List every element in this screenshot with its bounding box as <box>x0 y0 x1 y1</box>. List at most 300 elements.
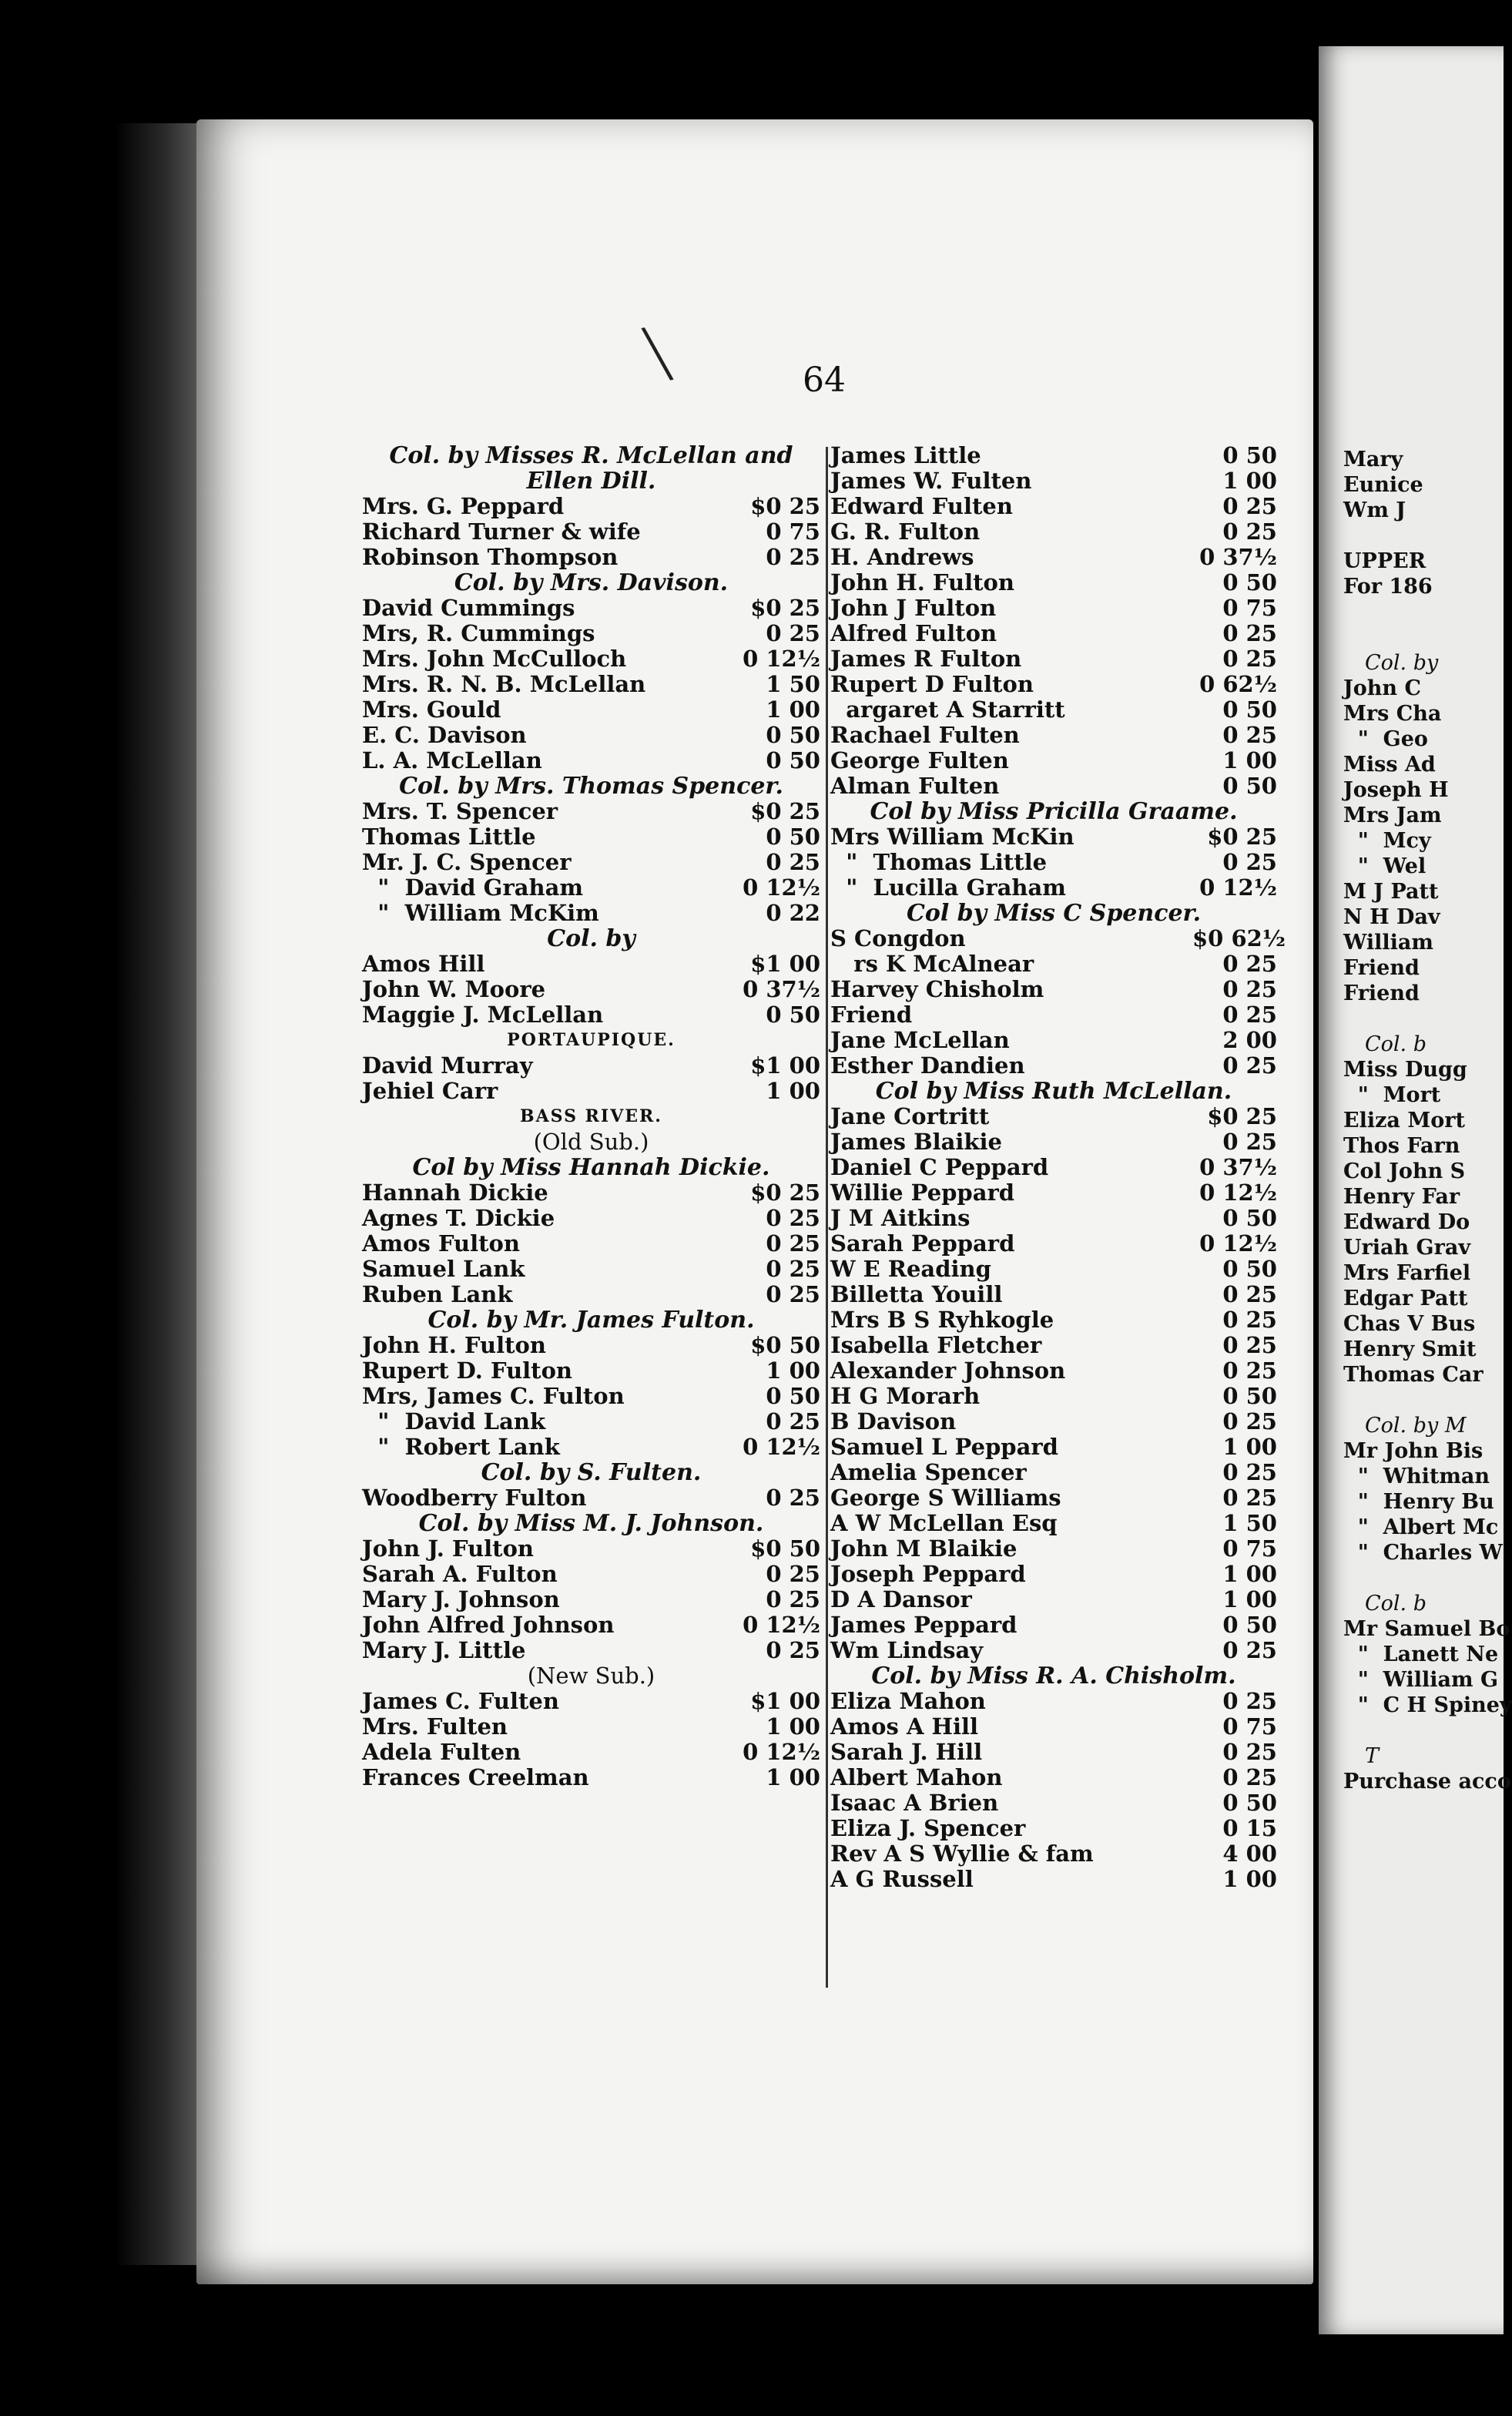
facing-page-line: " Mort <box>1343 1083 1441 1107</box>
subscriber-name: Hannah Dickie <box>362 1179 548 1206</box>
subscription-amount: $0 25 <box>750 798 820 824</box>
subscription-amount: 0 25 <box>766 1485 820 1511</box>
subscription-amount: $1 00 <box>750 1052 820 1079</box>
subscription-amount: 0 75 <box>1222 1535 1277 1562</box>
subscriber-name: Alman Fulten <box>830 773 1000 799</box>
subscription-amount: $0 25 <box>1207 824 1277 850</box>
subscriber-name: Sarah J. Hill <box>830 1739 983 1765</box>
subscriber-row <box>830 443 1277 468</box>
subscription-amount: 1 00 <box>766 1764 820 1790</box>
subscriber-row <box>830 1129 1277 1155</box>
subscriber-row <box>830 1282 1277 1307</box>
subscriber-row <box>830 1587 1277 1612</box>
subscription-amount: 1 00 <box>1222 1586 1277 1612</box>
subscriber-name: John H. Fulton <box>830 569 1014 596</box>
subscriber-row <box>362 951 820 977</box>
subscriber-row <box>362 1257 820 1282</box>
subscription-amount: 0 25 <box>766 849 820 875</box>
subscription-amount: 0 25 <box>1222 951 1277 977</box>
subscription-amount: $0 25 <box>750 1179 820 1206</box>
subscription-amount: 0 50 <box>766 722 820 748</box>
subscriber-row <box>830 1816 1277 1841</box>
subscriber-row <box>830 1689 1277 1714</box>
subscriber-row <box>830 1841 1277 1867</box>
collector-heading: Ellen Dill. <box>526 468 656 495</box>
subscriber-name: Billetta Youill <box>830 1281 1003 1307</box>
subscription-amount: 0 25 <box>1222 1002 1277 1028</box>
blank-line <box>1334 625 1512 650</box>
subscription-amount: 0 25 <box>1222 620 1277 646</box>
subscription-amount: 0 50 <box>1222 569 1277 596</box>
facing-page-line: " Albert Mc <box>1343 1515 1499 1539</box>
subscription-amount: 0 25 <box>1222 1688 1277 1714</box>
subscriber-row <box>362 672 820 697</box>
subscriber-name: Jane Cortritt <box>830 1103 990 1129</box>
facing-page-line: " Henry Bu <box>1343 1490 1494 1514</box>
subscription-amount: 0 12½ <box>1199 1179 1277 1206</box>
subscriber-row <box>362 1740 820 1765</box>
subscriber-name: Ruben Lank <box>362 1281 513 1307</box>
facing-page-line: For 186 <box>1343 575 1433 599</box>
subscriber-row <box>362 1231 820 1257</box>
subscription-amount: 0 25 <box>766 1205 820 1231</box>
subscription-amount: 0 50 <box>1222 1205 1277 1231</box>
facing-page-line: " Geo <box>1343 727 1428 751</box>
collector-heading: Col. by Mr. James Fulton. <box>427 1307 755 1334</box>
facing-page-line: Uriah Grav <box>1343 1236 1471 1260</box>
subscriber-name: Mrs, R. Cummings <box>362 620 595 646</box>
facing-page-line: Mr John Bis <box>1343 1439 1484 1463</box>
subscriber-row <box>362 850 820 875</box>
facing-page-line: Joseph H <box>1343 778 1449 802</box>
subscriber-row <box>830 1002 1277 1028</box>
facing-page-line: William <box>1343 931 1433 955</box>
subscription-amount: $1 00 <box>750 951 820 977</box>
facing-page-line: Mr Samuel Bo <box>1343 1617 1510 1641</box>
subscriber-row <box>830 1307 1277 1333</box>
subscription-note: (Old Sub.) <box>533 1129 649 1155</box>
subscriber-row <box>830 773 1277 799</box>
subscriber-name: Alexander Johnson <box>830 1357 1066 1384</box>
subscriber-row <box>830 468 1277 494</box>
subscriber-name: Rachael Fulten <box>830 722 1020 748</box>
subscriber-name: James Peppard <box>830 1612 1017 1638</box>
subscriber-name: Mrs. R. N. B. McLellan <box>362 671 646 697</box>
subscription-amount: 0 12½ <box>1199 1230 1277 1257</box>
facing-page-line: Mary <box>1343 448 1403 471</box>
subscriber-row <box>362 1358 820 1384</box>
subscriber-row <box>362 545 820 570</box>
subscriber-row <box>830 545 1277 570</box>
blank-line <box>1334 1006 1512 1032</box>
subscription-amount: 0 37½ <box>743 976 820 1002</box>
middle-column <box>830 442 1286 1892</box>
collector-heading: Col by Miss Pricilla Graame. <box>870 798 1238 825</box>
subscriber-row <box>830 1765 1277 1790</box>
subscriber-row <box>362 1689 820 1714</box>
subscriber-name: L. A. McLellan <box>362 747 542 773</box>
collector-heading: Col. by <box>547 925 635 952</box>
subscriber-row <box>362 1536 820 1562</box>
facing-page-line: Purchase acco <box>1343 1770 1511 1794</box>
subscriber-row <box>362 799 820 824</box>
subscription-amount: 1 00 <box>1222 1866 1277 1892</box>
subscription-amount: 0 25 <box>766 620 820 646</box>
subscriber-name: Mrs B S Ryhkogle <box>830 1307 1054 1333</box>
subscription-amount: 0 50 <box>766 824 820 850</box>
facing-page-line: " Charles W <box>1343 1541 1503 1565</box>
facing-page-line: Chas V Bus <box>1343 1312 1476 1336</box>
facing-page-line: Eunice <box>1343 473 1423 497</box>
subscriber-name: John W. Moore <box>362 976 546 1002</box>
subscriber-row <box>362 1485 820 1511</box>
subscriber-name: J M Aitkins <box>830 1205 971 1231</box>
subscriber-row <box>362 1333 820 1358</box>
subscription-amount: 0 12½ <box>743 1434 820 1460</box>
subscriber-name: E. C. Davison <box>362 722 527 748</box>
subscription-amount: 0 50 <box>1222 1256 1277 1282</box>
subscriber-name: Mrs William McKin <box>830 824 1074 850</box>
subscriber-name: David Murray <box>362 1052 533 1079</box>
subscription-amount: 0 25 <box>1222 1485 1277 1511</box>
subscription-amount: 0 25 <box>1222 1129 1277 1155</box>
column-divider <box>826 447 828 1988</box>
subscriber-row <box>830 824 1277 850</box>
subscriber-row <box>362 901 820 926</box>
subscriber-row <box>830 1231 1277 1257</box>
subscriber-row <box>362 494 820 519</box>
blank-line <box>1334 599 1512 625</box>
subscriber-row <box>362 723 820 748</box>
collector-heading: Col. by Miss R. A. Chisholm. <box>871 1663 1236 1690</box>
subscription-amount: $0 50 <box>750 1332 820 1358</box>
subscriber-name: David Cummings <box>362 595 575 621</box>
facing-page-line: Mrs Cha <box>1343 702 1442 726</box>
subscriber-row <box>830 1536 1277 1562</box>
subscription-amount: $1 00 <box>750 1688 820 1714</box>
subscription-amount: 1 00 <box>766 1078 820 1104</box>
facing-page-line: Mrs Farfiel <box>1343 1261 1471 1285</box>
subscription-amount: 1 00 <box>1222 1561 1277 1587</box>
subscriber-name: Mrs. G. Peppard <box>362 493 565 519</box>
subscriber-name: Amos Fulton <box>362 1230 520 1257</box>
subscriber-row <box>830 1409 1277 1434</box>
subscription-amount: 0 15 <box>1222 1815 1277 1841</box>
collector-heading: Col by Miss C Spencer. <box>906 900 1202 927</box>
subscriber-name: " David Lank <box>362 1408 546 1434</box>
subscription-amount: 0 25 <box>1222 1764 1277 1790</box>
subscription-amount: 0 25 <box>766 1256 820 1282</box>
facing-page-line: Edward Do <box>1343 1210 1470 1234</box>
blank-line <box>1334 1718 1512 1743</box>
facing-page-heading: T <box>1365 1744 1380 1768</box>
subscription-amount: 0 25 <box>766 1586 820 1612</box>
subscription-amount: 0 75 <box>1222 1713 1277 1740</box>
facing-page-line: Miss Dugg <box>1343 1058 1467 1082</box>
subscriber-row <box>830 1333 1277 1358</box>
subscriber-name: John M Blaikie <box>830 1535 1017 1562</box>
subscriber-row <box>830 519 1277 545</box>
subscriber-row <box>830 925 1286 951</box>
subscriber-row <box>830 672 1277 697</box>
subscriber-name: Willie Peppard <box>830 1179 1015 1206</box>
subscription-amount: 0 50 <box>1222 1612 1277 1638</box>
subscription-amount: 0 12½ <box>743 646 820 672</box>
subscription-amount: $0 25 <box>750 595 820 621</box>
facing-page-line: Eliza Mort <box>1343 1109 1465 1132</box>
subscriber-name: Mary J. Johnson <box>362 1586 560 1612</box>
subscription-amount: 0 25 <box>766 1637 820 1663</box>
subscriber-name: Friend <box>830 1002 913 1028</box>
subscription-amount: 1 00 <box>766 1713 820 1740</box>
subscriber-name: Mrs, James C. Fulton <box>362 1383 625 1409</box>
subscription-amount: 1 00 <box>1222 1434 1277 1460</box>
subscription-amount: 0 25 <box>1222 1459 1277 1485</box>
subscriber-name: Isaac A Brien <box>830 1790 999 1816</box>
facing-page-heading: Col. b <box>1365 1592 1427 1616</box>
subscriber-row <box>830 596 1277 621</box>
subscription-amount: 0 25 <box>1222 518 1277 545</box>
facing-page-line: " Mcy <box>1343 829 1431 853</box>
subscription-amount: 0 25 <box>1222 849 1277 875</box>
subscriber-row <box>830 748 1277 773</box>
subscriber-row <box>830 1460 1277 1485</box>
facing-page-heading: Col. by M <box>1365 1414 1467 1438</box>
subscriber-row <box>362 596 820 621</box>
blank-line <box>1334 523 1512 549</box>
facing-page-content <box>1334 447 1512 1794</box>
subscriber-row <box>830 697 1277 723</box>
facing-page-line: " Wel <box>1343 854 1427 878</box>
subscription-amount: 1 50 <box>1222 1510 1277 1536</box>
subscriber-row <box>362 1765 820 1790</box>
subscriber-row <box>362 1180 820 1206</box>
subscriber-row <box>362 697 820 723</box>
subscriber-row <box>830 1257 1277 1282</box>
subscriber-row <box>830 1155 1277 1180</box>
subscriber-row <box>362 1053 820 1079</box>
subscriber-row <box>830 1180 1277 1206</box>
subscriber-name: Mary J. Little <box>362 1637 526 1663</box>
collector-heading: Col. by Mrs. Davison. <box>454 569 729 596</box>
subscriber-row <box>362 977 820 1002</box>
subscriber-row <box>362 621 820 646</box>
subscriber-name: James R Fulton <box>830 646 1022 672</box>
blank-line <box>1334 1388 1512 1413</box>
subscription-amount: 0 25 <box>766 1408 820 1434</box>
subscriber-row <box>362 1714 820 1740</box>
subscriber-name: Rupert D. Fulton <box>362 1357 572 1384</box>
subscription-amount: 0 50 <box>1222 442 1277 468</box>
subscriber-name: Amos A Hill <box>830 1713 978 1740</box>
facing-page-line: UPPER <box>1343 549 1427 573</box>
subscriber-name: Woodberry Fulton <box>362 1485 587 1511</box>
subscriber-row <box>830 494 1277 519</box>
subscriber-name: Maggie J. McLellan <box>362 1002 604 1028</box>
subscriber-row <box>830 1358 1277 1384</box>
subscriber-row <box>362 824 820 850</box>
subscriber-name: Mrs. Gould <box>362 696 501 723</box>
subscriber-row <box>830 1053 1277 1079</box>
subscriber-name: " Thomas Little <box>830 849 1048 875</box>
subscriber-name: Mr. J. C. Spencer <box>362 849 572 875</box>
subscriber-row <box>830 1612 1277 1638</box>
subscription-amount: 0 50 <box>1222 1383 1277 1409</box>
subscriber-name: A G Russell <box>830 1866 974 1892</box>
subscriber-name: Esther Dandien <box>830 1052 1025 1079</box>
subscription-amount: 0 25 <box>1222 1408 1277 1434</box>
left-column <box>362 443 820 1790</box>
subscriber-name: S Congdon <box>830 925 966 951</box>
subscription-amount: 0 25 <box>1222 493 1277 519</box>
subscription-amount: 0 25 <box>1222 1052 1277 1079</box>
subscription-amount: 1 00 <box>766 1357 820 1384</box>
subscriber-name: Eliza Mahon <box>830 1688 986 1714</box>
subscriber-name: James W. Fulten <box>830 468 1032 494</box>
subscriber-name: Robinson Thompson <box>362 544 619 570</box>
subscriber-name: Jehiel Carr <box>362 1078 498 1104</box>
subscription-amount: 0 75 <box>766 518 820 545</box>
subscriber-name: H. Andrews <box>830 544 974 570</box>
facing-page-line: Thos Farn <box>1343 1134 1460 1158</box>
facing-page-line: " Lanett Ne <box>1343 1643 1499 1666</box>
collector-heading: Col by Miss Hannah Dickie. <box>412 1154 770 1181</box>
subscription-amount: 4 00 <box>1222 1841 1277 1867</box>
subscription-amount: 0 25 <box>766 1230 820 1257</box>
subscriber-row <box>362 1282 820 1307</box>
page-number: 64 <box>803 361 846 400</box>
subscriber-name: Wm Lindsay <box>830 1637 984 1663</box>
subscriber-row <box>362 1384 820 1409</box>
subscriber-row <box>830 723 1277 748</box>
subscriber-row <box>830 1434 1277 1460</box>
subscription-amount: 0 62½ <box>1199 671 1277 697</box>
subscription-amount: $0 62½ <box>1192 925 1286 951</box>
subscriber-name: Sarah A. Fulton <box>362 1561 558 1587</box>
facing-page-line: Henry Far <box>1343 1185 1460 1209</box>
subscription-amount: 0 75 <box>1222 595 1277 621</box>
subscriber-name: Amos Hill <box>362 951 485 977</box>
subscriber-row <box>830 621 1277 646</box>
place-heading: BASS RIVER. <box>520 1106 662 1126</box>
facing-page-line: " C H Spiney <box>1343 1693 1512 1717</box>
facing-page-line: John C <box>1343 676 1421 700</box>
subscriber-name: Edward Fulten <box>830 493 1013 519</box>
subscriber-name: " Lucilla Graham <box>830 874 1066 901</box>
subscriber-row <box>362 875 820 901</box>
subscriber-name: Frances Creelman <box>362 1764 589 1790</box>
subscriber-row <box>362 1409 820 1434</box>
facing-page-line: Wm J <box>1343 498 1406 522</box>
subscriber-name: " Robert Lank <box>362 1434 560 1460</box>
subscriber-name: James Little <box>830 442 981 468</box>
subscription-amount: $0 25 <box>750 493 820 519</box>
subscriber-name: Joseph Peppard <box>830 1561 1026 1587</box>
subscriber-row <box>830 1206 1277 1231</box>
subscriber-name: W E Reading <box>830 1256 991 1282</box>
subscription-amount: 0 50 <box>766 1002 820 1028</box>
facing-page-line: " Whitman <box>1343 1465 1490 1488</box>
subscription-note: (New Sub.) <box>527 1663 655 1689</box>
subscription-amount: 0 12½ <box>743 874 820 901</box>
subscription-amount: 2 00 <box>1222 1027 1277 1053</box>
facing-page-line: " William G <box>1343 1668 1499 1692</box>
collector-heading: Col by Miss Ruth McLellan. <box>875 1078 1232 1105</box>
subscriber-name: " David Graham <box>362 874 584 901</box>
subscription-amount: 0 22 <box>766 900 820 926</box>
facing-page-line: Friend <box>1343 982 1420 1005</box>
place-heading: PORTAUPIQUE. <box>507 1030 676 1050</box>
subscription-amount: 0 25 <box>766 1281 820 1307</box>
subscription-amount: $0 25 <box>1207 1103 1277 1129</box>
subscription-amount: 0 25 <box>1222 1739 1277 1765</box>
subscriber-name: Sarah Peppard <box>830 1230 1015 1257</box>
subscriber-row <box>830 1714 1277 1740</box>
subscriber-row <box>362 748 820 773</box>
subscriber-name: Samuel L Peppard <box>830 1434 1058 1460</box>
subscriber-name: Richard Turner & wife <box>362 518 641 545</box>
subscription-amount: 1 00 <box>1222 468 1277 494</box>
facing-page-heading: Col. by <box>1365 651 1439 675</box>
subscriber-name: G. R. Fulton <box>830 518 981 545</box>
subscriber-row <box>830 1638 1277 1663</box>
subscriber-row <box>362 1612 820 1638</box>
subscription-amount: 0 37½ <box>1199 1154 1277 1180</box>
subscriber-row <box>362 646 820 672</box>
subscriber-name: John J. Fulton <box>362 1535 534 1562</box>
subscriber-name: John Alfred Johnson <box>362 1612 615 1638</box>
facing-page-line: Thomas Car <box>1343 1363 1484 1387</box>
subscriber-name: Daniel C Peppard <box>830 1154 1049 1180</box>
subscriber-name: Jane McLellan <box>830 1027 1010 1053</box>
subscription-amount: 0 25 <box>1222 1637 1277 1663</box>
collector-heading: Col. by Misses R. McLellan and <box>389 442 793 469</box>
subscriber-name: rs K McAlnear <box>830 951 1034 977</box>
subscriber-name: D A Dansor <box>830 1586 972 1612</box>
subscriber-name: James C. Fulten <box>362 1688 559 1714</box>
subscription-amount: 0 12½ <box>743 1612 820 1638</box>
subscription-amount: 0 25 <box>1222 1307 1277 1333</box>
subscription-amount: 0 37½ <box>1199 544 1277 570</box>
subscriber-name: John H. Fulton <box>362 1332 546 1358</box>
subscription-amount: 0 25 <box>1222 646 1277 672</box>
subscriber-row <box>830 1740 1277 1765</box>
subscriber-row <box>830 1028 1277 1053</box>
subscriber-name: Mrs. John McCulloch <box>362 646 627 672</box>
subscriber-name: A W McLellan Esq <box>830 1510 1058 1536</box>
subscription-amount: 0 50 <box>766 1383 820 1409</box>
subscriber-name: Samuel Lank <box>362 1256 525 1282</box>
subscriber-row <box>830 1485 1277 1511</box>
subscriber-name: Harvey Chisholm <box>830 976 1044 1002</box>
pencil-mark: \ <box>637 310 677 395</box>
subscription-amount: 0 25 <box>1222 1332 1277 1358</box>
subscriber-name: Mrs. Fulten <box>362 1713 508 1740</box>
subscriber-name: " William McKim <box>362 900 599 926</box>
subscriber-name: Isabella Fletcher <box>830 1332 1042 1358</box>
subscriber-name: John J Fulton <box>830 595 997 621</box>
subscriber-name: George Fulten <box>830 747 1009 773</box>
subscriber-row <box>830 570 1277 596</box>
blank-line <box>1334 1565 1512 1591</box>
facing-page-line: Edgar Patt <box>1343 1287 1468 1310</box>
subscription-amount: 0 50 <box>766 747 820 773</box>
subscription-amount: 0 25 <box>1222 722 1277 748</box>
subscriber-name: Alfred Fulton <box>830 620 997 646</box>
facing-page-line: Henry Smit <box>1343 1337 1477 1361</box>
subscriber-row <box>830 646 1277 672</box>
subscriber-row <box>830 1867 1277 1892</box>
